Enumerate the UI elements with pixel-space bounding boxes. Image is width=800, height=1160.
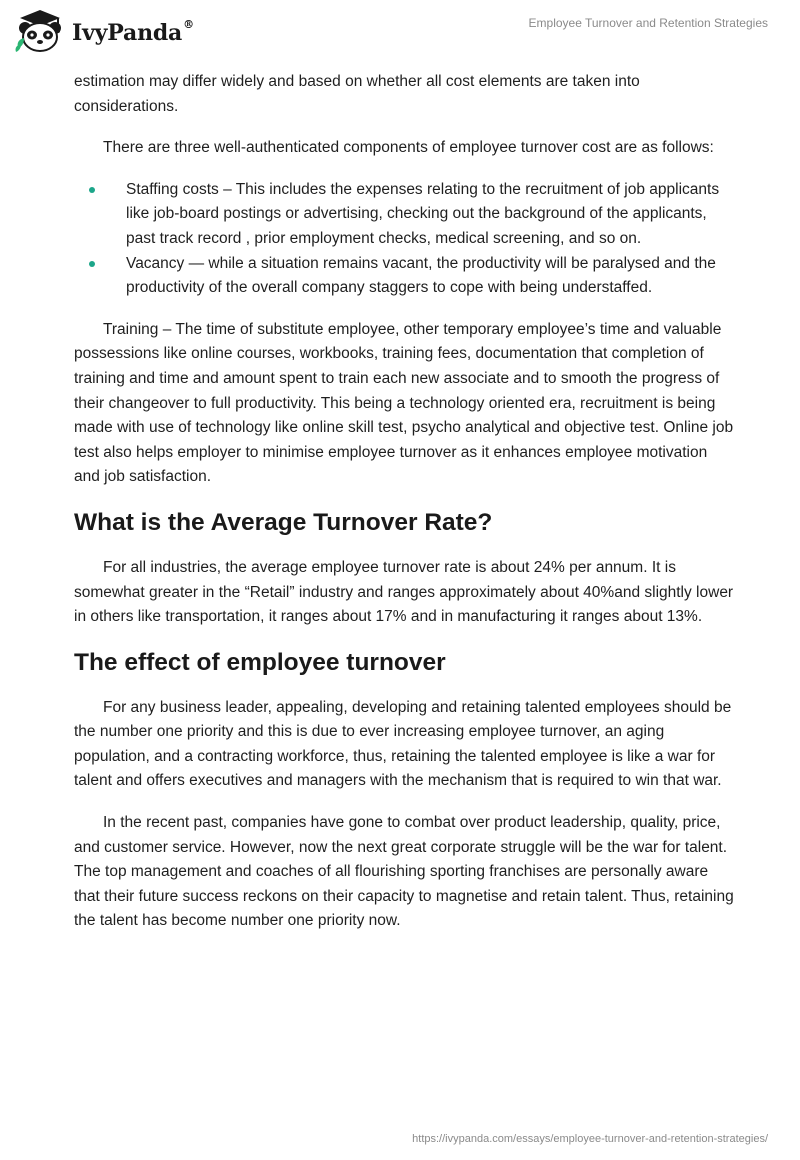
paragraph: In the recent past, companies have gone to combat over product leadership, quality, price, and customer service. However, now the next great corporate struggle will be the war for talent. The top management and coaches of all flourishing sporting franchises are personally aware that their future success reckons on their capacity to magnetise and retain talent. Thus, retaining the talent has become number one priority now. <box>74 814 734 930</box>
logo-name: IvyPanda <box>72 20 183 46</box>
list-item <box>74 178 734 252</box>
registered-mark: ® <box>183 18 194 31</box>
essay-content <box>74 70 734 934</box>
list-item <box>74 252 734 301</box>
list-item-text: Vacancy — while a situation remains vacant, the productivity will be paralysed and the productivity of the overall company staggers to cope with being understaffed. <box>126 254 716 297</box>
page-header <box>0 0 800 64</box>
document-title: Employee Turnover and Retention Strategies <box>528 16 768 30</box>
paragraph: There are three well-authenticated components of employee turnover cost are as follows: <box>103 139 714 157</box>
panda-mascot-icon <box>14 8 66 54</box>
paragraph: For any business leader, appealing, developing and retaining talented employees should be the number one priority and this is due to ever increasing employee turnover, an aging population, and a contracting workforce, thus, retaining the talented employee is like a war for talent and offers executives and managers with the mechanism that is required to win that war. <box>74 698 732 790</box>
section-heading: What is the Average Turnover Rate? <box>74 508 493 536</box>
logo-text <box>72 20 194 46</box>
paragraph: For all industries, the average employee turnover rate is about 24% per annum. It is somewhat greater in the “Retail” industry and ranges approximately about 40%and slightly lower in others like transportation, it ranges about 17% and in manufacturing it ranges about 13%. <box>74 558 734 626</box>
ivypanda-logo[interactable] <box>14 8 194 54</box>
section-heading: The effect of employee turnover <box>74 648 446 676</box>
list-item-text: Staffing costs – This includes the expenses relating to the recruitment of job applicants like job-board postings or advertising, checking out the background of the applicants, past track record , prior employment checks, medical screening, and so on. <box>126 180 720 247</box>
paragraph: estimation may differ widely and based on whether all cost elements are taken into considerations. <box>74 73 640 115</box>
source-url[interactable]: https://ivypanda.com/essays/employee-turnover-and-retention-strategies/ <box>412 1133 768 1145</box>
bullet-dot-icon <box>89 261 95 267</box>
bullet-dot-icon <box>89 187 95 193</box>
bullet-list <box>74 178 734 301</box>
paragraph: Training – The time of substitute employee, other temporary employee’s time and valuable possessions like online courses, workbooks, training fees, documentation that completion of training and time and amount spent to train each new associate and to smooth the progress of their changeover to full productivity. This being a technology oriented era, recruitment is being made with use of technology like online skill test, psycho analytical and objective test. Online job test also helps employer to minimise employee turnover as it enhances employee motivation and job satisfaction. <box>74 320 734 486</box>
